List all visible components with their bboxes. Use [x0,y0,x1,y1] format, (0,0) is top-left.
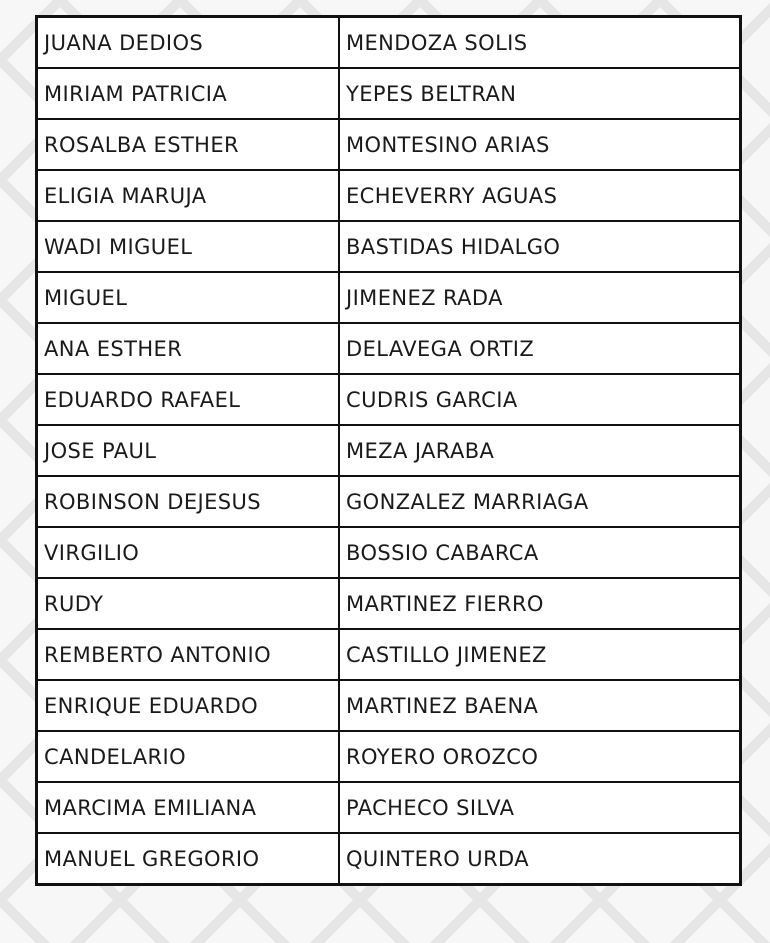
table-row [37,833,741,885]
first-name-cell: REMBERTO ANTONIO [37,629,340,680]
last-name-cell: MONTESINO ARIAS [339,119,741,170]
first-name-cell: MANUEL GREGORIO [37,833,340,885]
last-name-cell: ECHEVERRY AGUAS [339,170,741,221]
table-row [37,17,741,69]
last-name-cell: DELAVEGA ORTIZ [339,323,741,374]
last-name-cell: CUDRIS GARCIA [339,374,741,425]
first-name-cell: RUDY [37,578,340,629]
table-row [37,476,741,527]
last-name-cell: JIMENEZ RADA [339,272,741,323]
last-name-cell: ROYERO OROZCO [339,731,741,782]
table-row [37,272,741,323]
table-row [37,782,741,833]
table-row [37,68,741,119]
first-name-cell: VIRGILIO [37,527,340,578]
first-name-cell: MIGUEL [37,272,340,323]
first-name-cell: ROBINSON DEJESUS [37,476,340,527]
table-row [37,221,741,272]
last-name-cell: MENDOZA SOLIS [339,17,741,69]
table-row [37,731,741,782]
table-row [37,374,741,425]
table-row [37,680,741,731]
last-name-cell: BOSSIO CABARCA [339,527,741,578]
first-name-cell: JOSE PAUL [37,425,340,476]
last-name-cell: MEZA JARABA [339,425,741,476]
table-row [37,629,741,680]
names-table [35,15,742,886]
first-name-cell: MIRIAM PATRICIA [37,68,340,119]
first-name-cell: EDUARDO RAFAEL [37,374,340,425]
last-name-cell: MARTINEZ FIERRO [339,578,741,629]
first-name-cell: ROSALBA ESTHER [37,119,340,170]
last-name-cell: QUINTERO URDA [339,833,741,885]
last-name-cell: CASTILLO JIMENEZ [339,629,741,680]
last-name-cell: BASTIDAS HIDALGO [339,221,741,272]
names-table-body [37,17,741,885]
first-name-cell: ELIGIA MARUJA [37,170,340,221]
last-name-cell: PACHECO SILVA [339,782,741,833]
first-name-cell: CANDELARIO [37,731,340,782]
first-name-cell: JUANA DEDIOS [37,17,340,69]
last-name-cell: GONZALEZ MARRIAGA [339,476,741,527]
first-name-cell: MARCIMA EMILIANA [37,782,340,833]
table-row [37,578,741,629]
first-name-cell: ANA ESTHER [37,323,340,374]
table-row [37,119,741,170]
table-row [37,527,741,578]
last-name-cell: YEPES BELTRAN [339,68,741,119]
last-name-cell: MARTINEZ BAENA [339,680,741,731]
table-row [37,170,741,221]
first-name-cell: WADI MIGUEL [37,221,340,272]
first-name-cell: ENRIQUE EDUARDO [37,680,340,731]
table-row [37,323,741,374]
table-row [37,425,741,476]
